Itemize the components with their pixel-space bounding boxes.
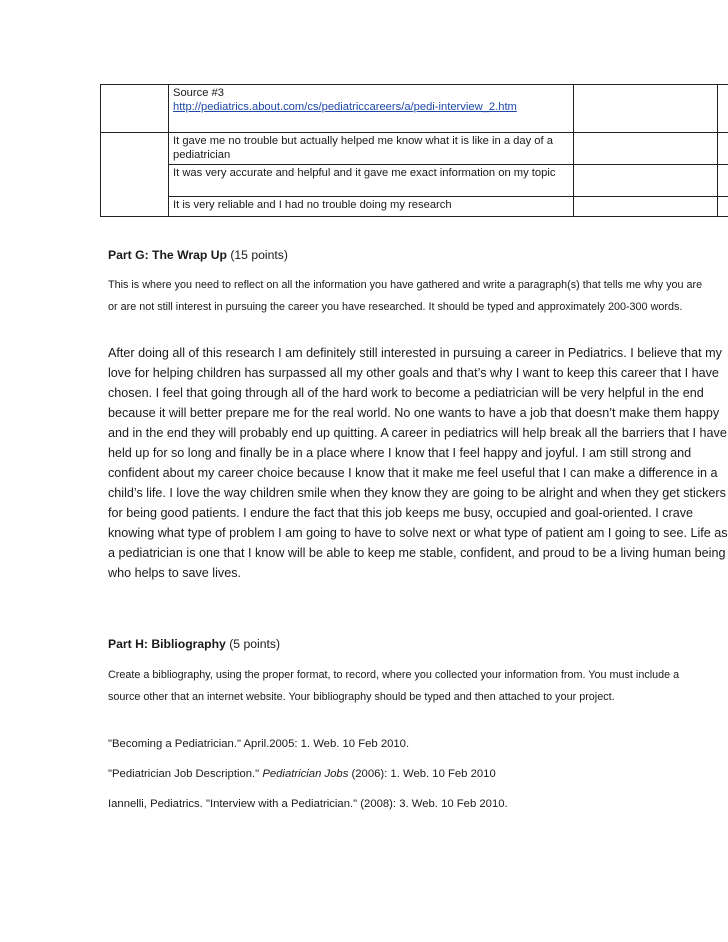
table-cell-blank: [574, 85, 718, 133]
response-text: It is very reliable and I had no trouble doing my research: [169, 196, 573, 214]
response-text: It gave me no trouble but actually helped me know what it is like in a day of a pediatrician: [173, 135, 553, 161]
essay-paragraph: After doing all of this research I am definitely still interested in pursuing a career in Pediatrics. I believe that my love for helping children has surpassed all my other goals and that’s why I want to keep this career that I have chosen. I feel that going through all of the hard work to become a pediatrician will be very helpful in the end because it will better prepare me for the real world. No one wants to have a job that doesn’t make them happy and in the end they will probably end up quitting. A career in pediatrics will help break all the barriers that I have held up for so long and finally be in a place where I know that I feel happy and joyful. I am still strong and confident about my career choice because I know that it make me feel useful that I can make a difference in a child’s life. I love the way children smile when they know they are going to be alright and when they get stickers for being good patients. I endure the fact that this job keeps me busy, occupied and goal-oriented. I crave knowing what type of problem I am going to have to solve next or what type of patient am I going to see. Life as a pediatrician is one that I know will be able to keep me stable, confident, and proud to be a living human being who helps to save lives.: [108, 346, 728, 580]
bibliography-entry: "Pediatrician Job Description." Pediatrician Jobs (2006): 1. Web. 10 Feb 2010: [108, 768, 496, 780]
part-g-heading: [108, 248, 288, 262]
response-cell: [169, 133, 574, 217]
part-h-points: (5 points): [229, 637, 281, 651]
source-table: [100, 84, 728, 217]
source-cell: [169, 85, 574, 133]
table-cell-blank: [718, 85, 728, 133]
part-h-instructions: Create a bibliography, using the proper format, to record, where you collected your information from. You must include a source other that an internet website. Your bibliography should be typed and then attached to your project.: [108, 669, 680, 703]
part-g-points: (15 points): [230, 248, 288, 262]
part-h-heading: [108, 637, 280, 651]
part-h-title: Part H: Bibliography: [108, 637, 226, 651]
part-g-instructions: This is where you need to reflect on all the information you have gathered and write a paragraph(s) that tells me why you are or are not still interest in pursuing the career you have researched. It should be typed and approximately 200-300 words.: [108, 279, 703, 313]
table-cell-blank: [101, 85, 169, 133]
source-url-link[interactable]: http://pediatrics.about.com/cs/pediatriccareers/a/pedi-interview_2.htm: [173, 101, 517, 113]
response-row: [101, 133, 728, 217]
response-text: It was very accurate and helpful and it gave me exact information on my topic: [169, 164, 573, 196]
source-row: [101, 85, 728, 133]
table-cell-blank: [718, 133, 728, 217]
bibliography-entry: Iannelli, Pediatrics. "Interview with a Pediatrician." (2008): 3. Web. 10 Feb 2010.: [108, 798, 508, 810]
source-label: Source #3: [173, 87, 224, 99]
bibliography-entry: "Becoming a Pediatrician." April.2005: 1. Web. 10 Feb 2010.: [108, 738, 410, 750]
part-g-title: Part G: The Wrap Up: [108, 248, 227, 262]
table-cell-blank: [574, 133, 718, 217]
table-cell-blank: [101, 133, 169, 217]
